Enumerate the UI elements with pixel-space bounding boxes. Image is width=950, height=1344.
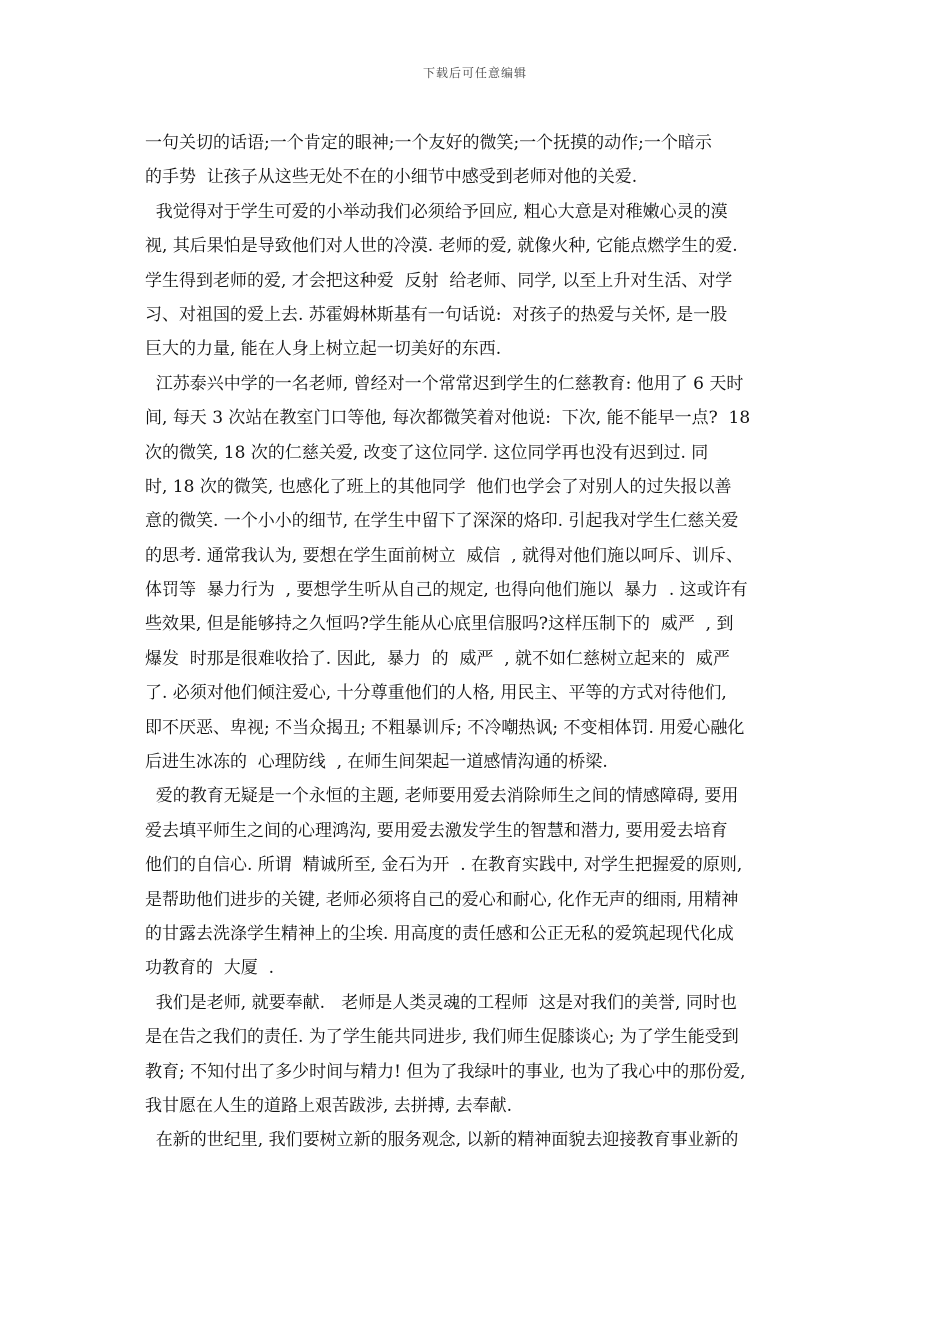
text-line: 了. 必须对他们倾注爱心, 十分尊重他们的人格, 用民主、平等的方式对待他们, — [145, 683, 727, 704]
text-line: 视, 其后果怕是导致他们对人世的冷漠. 老师的爱, 就像火种, 它能点燃学生的爱. — [145, 236, 738, 257]
text-line: 巨大的力量, 能在人身上树立起一切美好的东西. — [145, 339, 502, 360]
text-line: 江苏泰兴中学的一名老师, 曾经对一个常常迟到学生的仁慈教育: 他用了 6 天时 — [145, 373, 744, 394]
text-line: 时, 18 次的微笑, 也感化了班上的其他同学 他们也学会了对别人的过失报以善 — [145, 476, 732, 497]
text-line: 是在告之我们的责任. 为了学生能共同进步, 我们师生促膝谈心; 为了学生能受到 — [145, 1027, 739, 1048]
text-line: 我们是老师, 就要奉献. 老师是人类灵魂的工程师 这是对我们的美誉, 同时也 — [145, 992, 737, 1013]
text-line: 爱去填平师生之间的心理鸿沟, 要用爱去激发学生的智慧和潜力, 要用爱去培育 — [145, 820, 728, 841]
text-line: 即不厌恶、卑视; 不当众揭丑; 不粗暴训斥; 不冷嘲热讽; 不变相体罚. 用爱心融化 — [145, 717, 745, 738]
text-line: 是帮助他们进步的关键, 老师必须将自己的爱心和耐心, 化作无声的细雨, 用精神 — [145, 889, 739, 910]
text-line: 爱的教育无疑是一个永恒的主题, 老师要用爱去消除师生之间的情感障碍, 要用 — [145, 786, 739, 807]
text-line: 的手势 让孩子从这些无处不在的小细节中感受到老师对他的关爱. — [145, 167, 638, 188]
text-line: 我甘愿在人生的道路上艰苦跋涉, 去拼搏, 去奉献. — [145, 1095, 513, 1116]
text-line: 教育; 不知付出了多少时间与精力! 但为了我绿叶的事业, 也为了我心中的那份爱, — [145, 1061, 746, 1082]
text-line: 学生得到老师的爱, 才会把这种爱 反射 给老师、同学, 以至上升对生活、对学 — [145, 270, 733, 291]
text-line: 意的微笑. 一个小小的细节, 在学生中留下了深深的烙印. 引起我对学生仁慈关爱 — [145, 511, 739, 532]
text-line: 的甘露去洗涤学生精神上的尘埃. 用高度的责任感和公正无私的爱筑起现代化成 — [145, 923, 734, 944]
text-line: 次的微笑, 18 次的仁慈关爱, 改变了这位同学. 这位同学再也没有迟到过. 同 — [145, 442, 709, 463]
text-line: 爆发 时那是很难收拾了. 因此, 暴力 的 威严 , 就不如仁慈树立起来的 威严 — [145, 648, 730, 669]
text-line: 一句关切的话语;一个肯定的眼神;一个友好的微笑;一个抚摸的动作;一个暗示 — [145, 133, 712, 153]
text-line: 我觉得对于学生可爱的小举动我们必须给予回应, 粗心大意是对稚嫩心灵的漠 — [145, 201, 728, 222]
text-line: 些效果, 但是能够持之久恒吗?学生能从心底里信服吗?这样压制下的 威严 , 到 — [145, 614, 734, 635]
text-line: 他们的自信心. 所谓 精诚所至, 金石为开 . 在教育实践中, 对学生把握爱的原则, — [145, 855, 743, 876]
document-body — [145, 126, 815, 1158]
text-line: 体罚等 暴力行为 , 要想学生听从自己的规定, 也得向他们施以 暴力 . 这或许有 — [145, 580, 748, 601]
page-header-note: 下载后可任意编辑 — [422, 66, 527, 80]
text-line: 功教育的 大厦 . — [145, 958, 275, 979]
text-line: 习、对祖国的爱上去. 苏霍姆林斯基有一句话说: 对孩子的热爱与关怀, 是一股 — [145, 304, 728, 325]
text-line: 在新的世纪里, 我们要树立新的服务观念, 以新的精神面貌去迎接教育事业新的 — [145, 1130, 739, 1151]
text-line: 的思考. 通常我认为, 要想在学生面前树立 威信 , 就得对他们施以呵斥、训斥、 — [145, 545, 744, 566]
text-line: 后进生冰冻的 心理防线 , 在师生间架起一道感情沟通的桥梁. — [145, 752, 608, 773]
text-line: 间, 每天 3 次站在教室门口等他, 每次都微笑着对他说: 下次, 能不能早一点? 18 — [145, 408, 751, 429]
